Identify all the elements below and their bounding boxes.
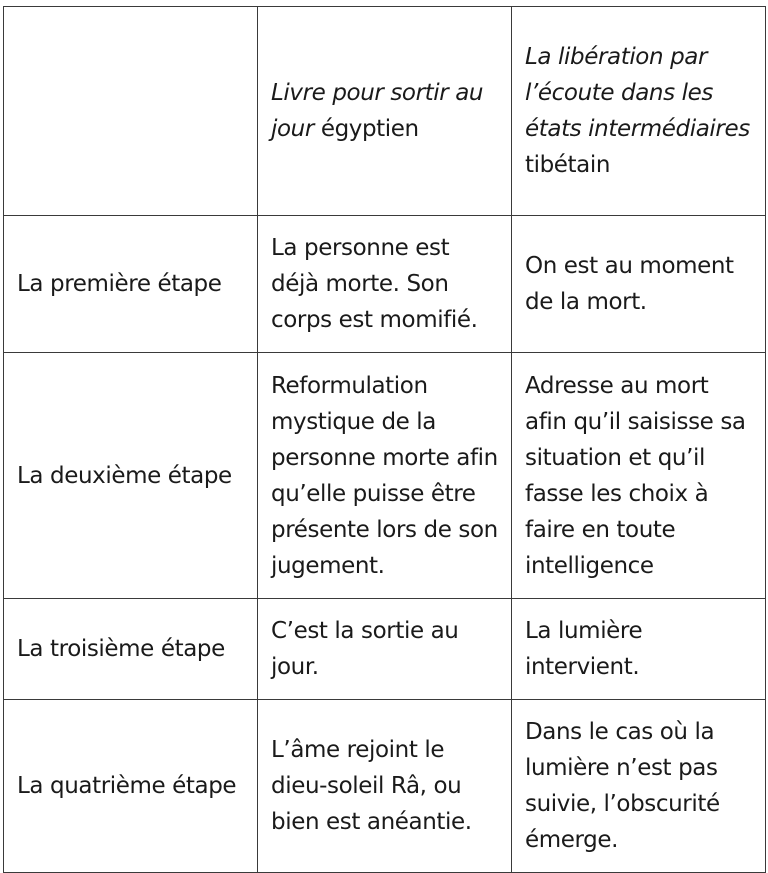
tibet-book-origin: tibétain [525,152,611,178]
header-tibet-cell [512,7,766,216]
tibet-cell: On est au moment de la mort. [512,216,766,353]
tibet-cell: Dans le cas où la lumière n’est pas suivie, l’obscurité émerge. [512,700,766,873]
table-row [4,599,766,700]
egypt-cell: La personne est déjà morte. Son corps est momifié. [258,216,512,353]
tibet-cell: Adresse au mort afin qu’il saisisse sa situation et qu’il fasse les choix à faire en toute intelligence [512,353,766,599]
header-egypt-cell [258,7,512,216]
stage-cell: La première étape [4,216,258,353]
header-row [4,7,766,216]
stage-cell: La troisième étape [4,599,258,700]
egypt-cell: C’est la sortie au jour. [258,599,512,700]
table-row [4,700,766,873]
table-row [4,353,766,599]
stage-cell: La deuxième étape [4,353,258,599]
egypt-book-origin: égyptien [313,116,419,142]
tibet-cell: La lumière intervient. [512,599,766,700]
comparison-table [3,6,766,873]
tibet-book-title: La libération par l’écoute dans les états intermédiaires [525,44,750,142]
stage-cell: La quatrième étape [4,700,258,873]
egypt-cell: L’âme rejoint le dieu-soleil Râ, ou bien est anéantie. [258,700,512,873]
header-empty-cell [4,7,258,216]
table-row [4,216,766,353]
egypt-cell: Reformulation mystique de la personne morte afin qu’elle puisse être présente lors de son jugement. [258,353,512,599]
egypt-book-title: Livre pour sortir au jour [271,80,484,142]
